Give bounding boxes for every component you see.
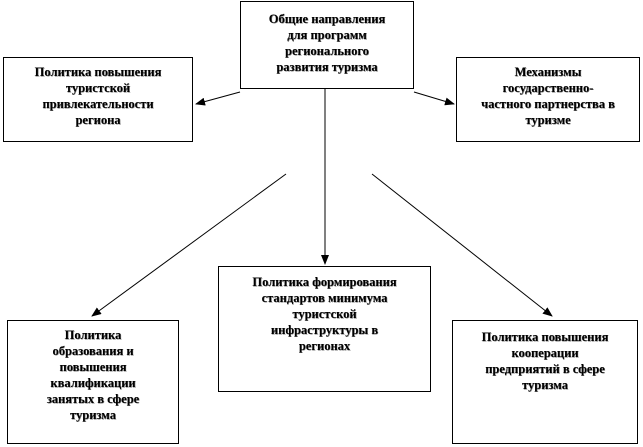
right-box-label: Механизмы государственно- частного партнерства в туризме xyxy=(481,65,615,127)
center-box-general-directions xyxy=(240,1,414,89)
bottom-center-box-infrastructure-standards xyxy=(218,266,431,392)
right-box-public-private-partnership xyxy=(456,57,640,142)
arrow-to-right-box xyxy=(414,92,454,104)
center-box-label: Общие направления для программ регионального развития туризма xyxy=(268,12,386,74)
bottom-right-box-cooperation-policy xyxy=(452,320,638,444)
bottom-left-box-label: Политика образования и повышения квалификации занятых в сфере туризма xyxy=(46,328,140,422)
bottom-center-box-label: Политика формирования стандартов минимума туристской инфраструктуры в регионах xyxy=(252,275,397,353)
bottom-left-box-education-policy xyxy=(7,320,179,444)
left-box-label: Политика повышения туристской привлекательности региона xyxy=(34,65,162,127)
left-box-attractiveness-policy xyxy=(3,57,193,142)
bottom-right-box-label: Политика повышения кооперации предприятий в сфере туризма xyxy=(481,330,609,392)
arrow-to-left-box xyxy=(196,92,240,104)
